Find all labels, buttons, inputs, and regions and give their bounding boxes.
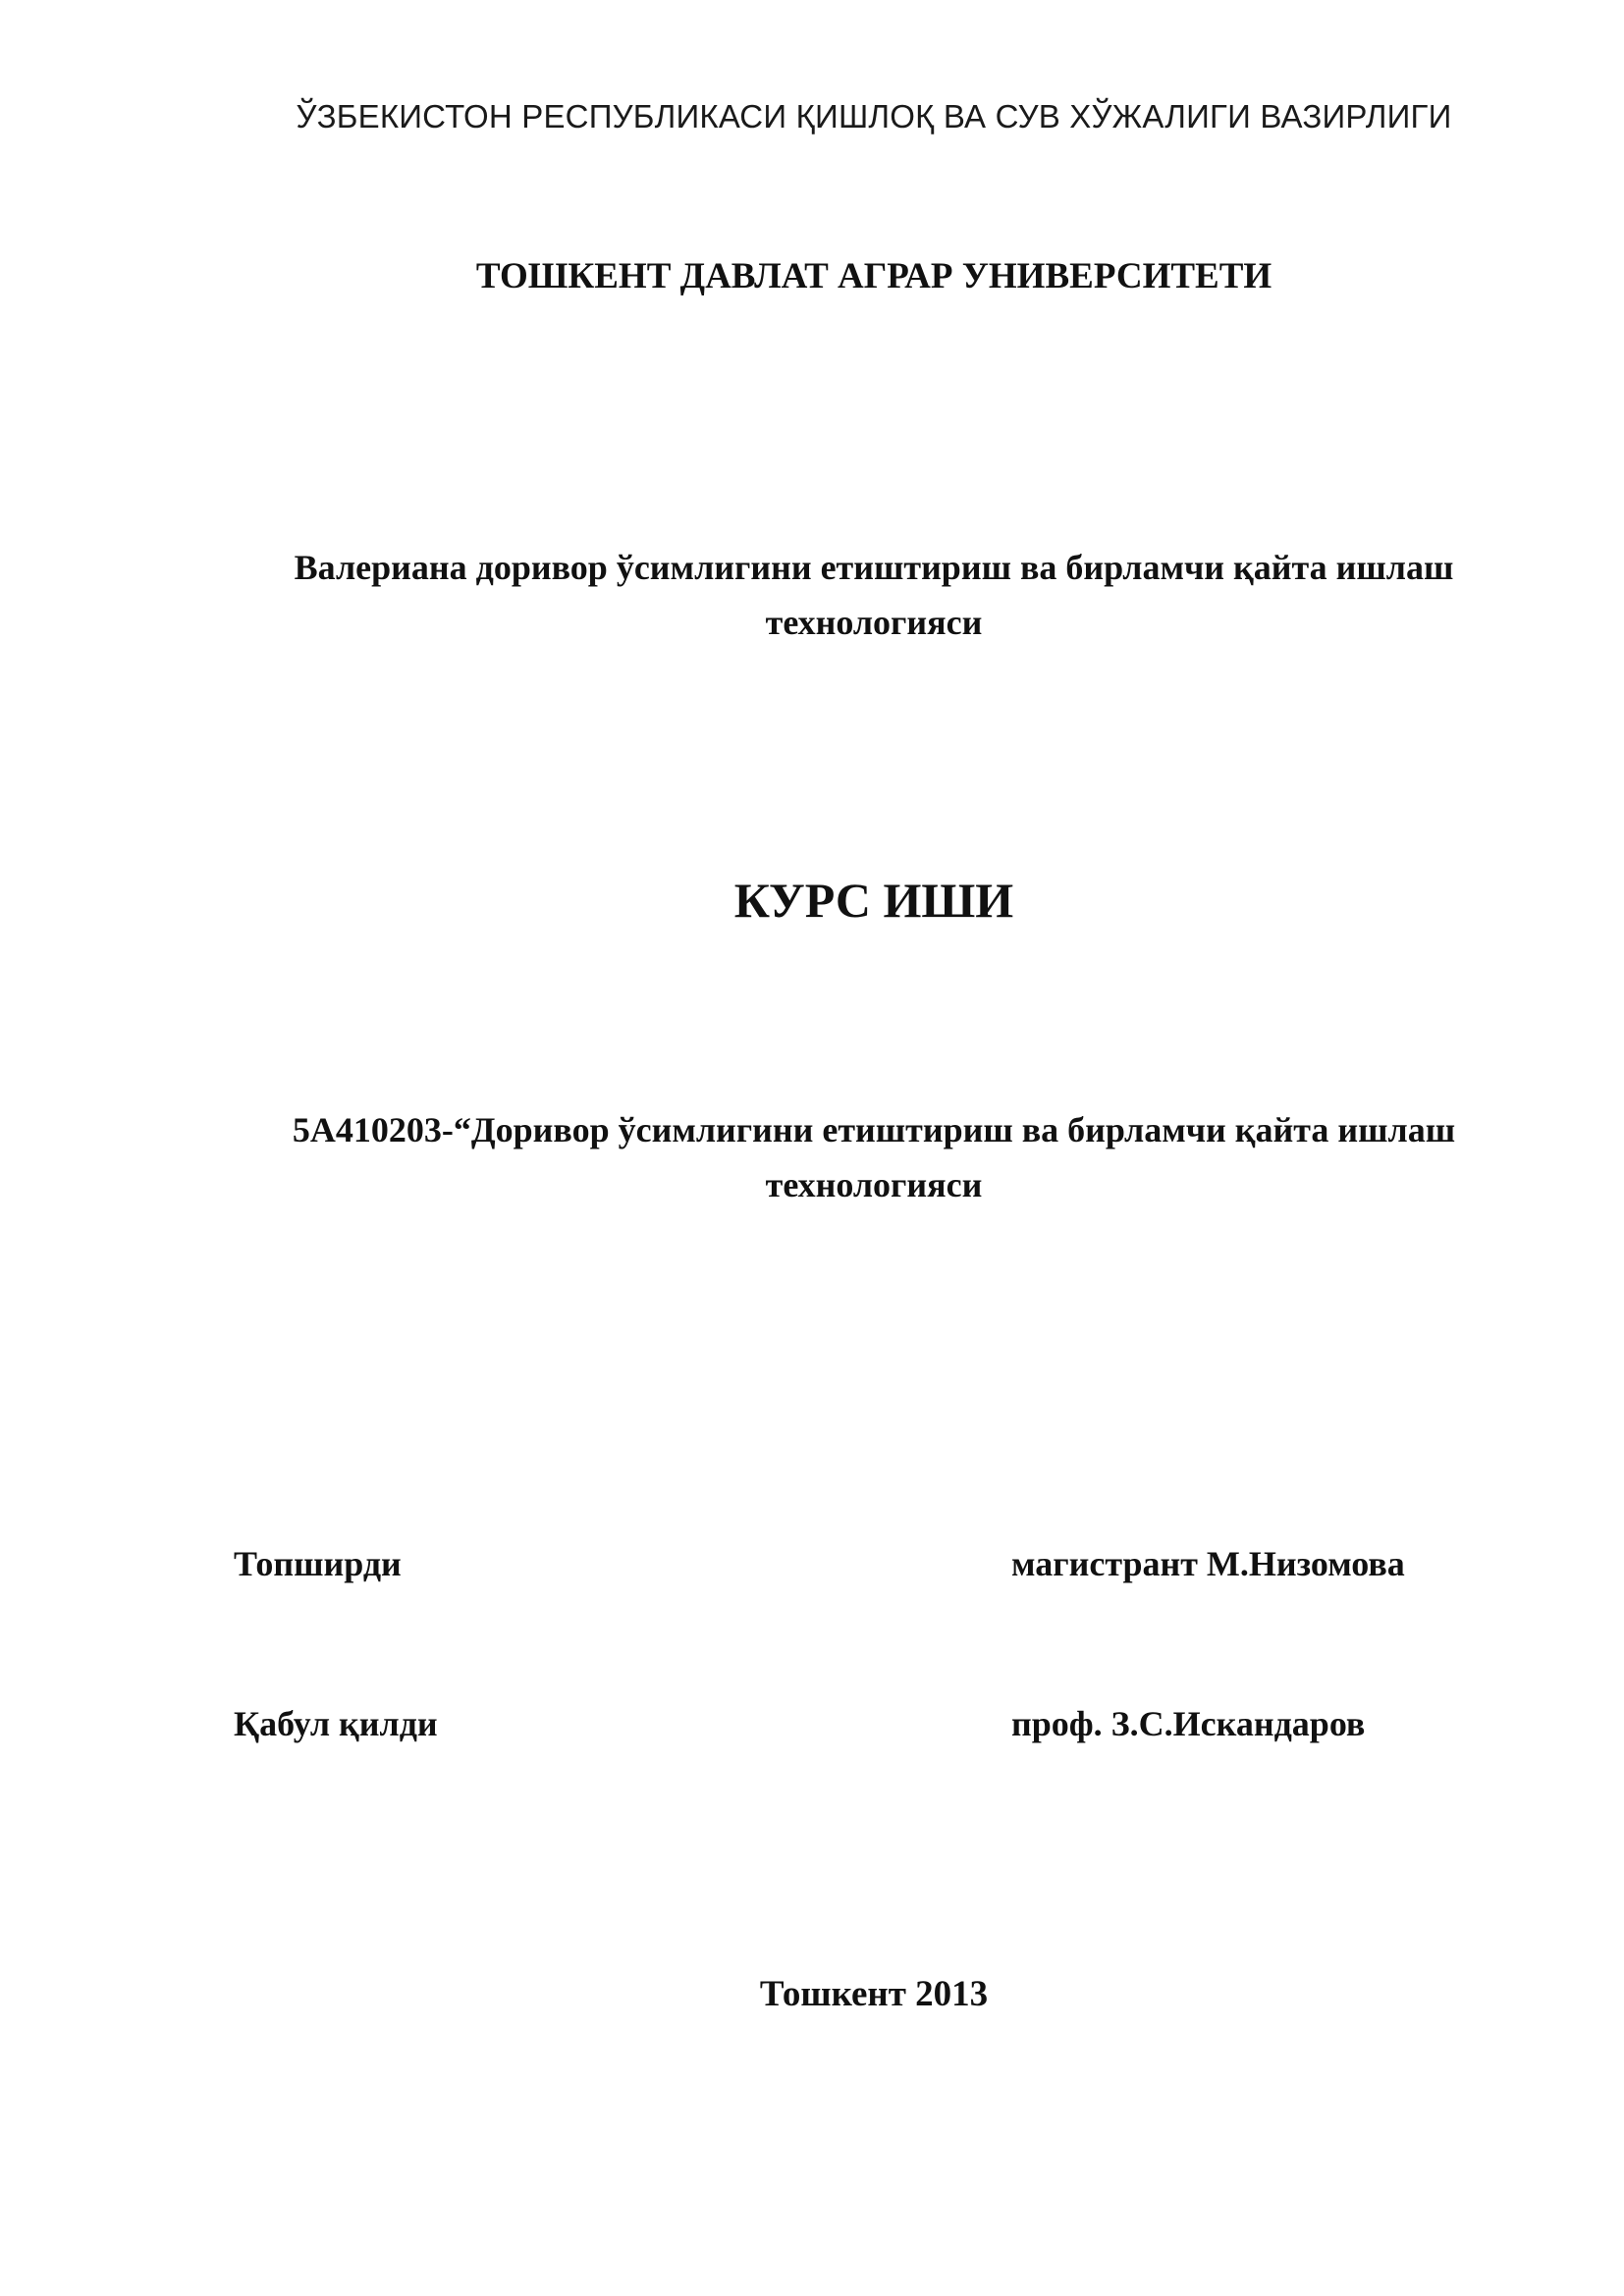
work-topic-line-2: технологияси: [765, 603, 983, 642]
work-topic: [226, 540, 1522, 650]
document-type: КУРС ИШИ: [733, 873, 1014, 928]
accepted-by: проф. З.С.Искандаров: [1011, 1704, 1366, 1743]
place-and-year: Тошкент 2013: [759, 1974, 989, 2014]
university-name: ТОШКЕНТ ДАВЛАТ АГРАР УНИВЕРСИТЕТИ: [475, 256, 1272, 296]
specialty-line-1: 5А410203-“Доривор ўсимлигини етиштириш ва бирламчи қайта ишлаш: [292, 1110, 1456, 1149]
submitted-label: Топширди: [234, 1544, 402, 1583]
submitted-by: магистрант М.Низомова: [1011, 1544, 1405, 1583]
work-topic-line-1: Валериана доривор ўсимлигини етиштириш ва бирламчи қайта ишлаш: [294, 548, 1454, 587]
specialty-line-2: технологияси: [765, 1165, 983, 1204]
ministry-name: ЎЗБЕКИСТОН РЕСПУБЛИКАСИ ҚИШЛОҚ ВА СУВ ХЎЖАЛИГИ ВАЗИРЛИГИ: [296, 98, 1452, 134]
accepted-label: Қабул қилди: [234, 1704, 438, 1743]
specialty: [226, 1102, 1522, 1212]
